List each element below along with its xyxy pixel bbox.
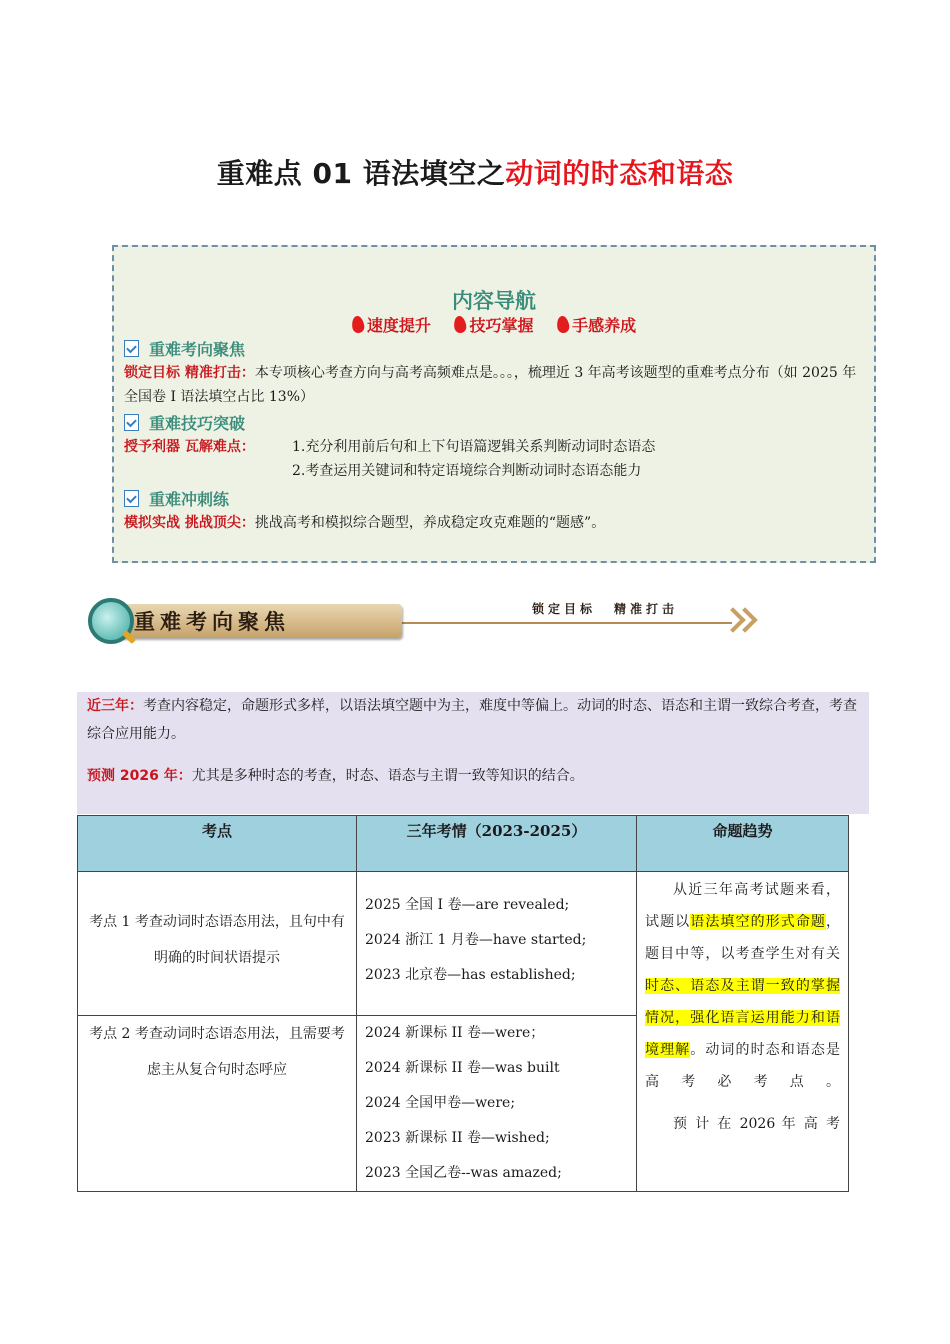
skill-item: 1.充分利用前后句和上下句语篇逻辑关系判断动词时态语态 [292,439,656,455]
banner-rule [402,622,732,624]
skill-item: 2.考查运用关键词和特定语境综合判断动词时态语态能力 [292,463,642,479]
header-exams: 三年考情（2023-2025） [357,816,637,872]
nav-tag-skill: 技巧掌握 [454,316,533,335]
recent-years-text: 近三年：考查内容稳定，命题形式多样，以语法填空题中为主，难度中等偏上。动词的时态、语态和主谓一致综合考查，考查综合应用能力。 [87,698,857,742]
section-banner [88,594,758,652]
document-check-icon [124,490,139,507]
section-heading-focus: 重难考向聚焦 [124,337,245,360]
table-row [78,872,849,1016]
prediction-text: 预测 2026 年：尤其是多种时态的考查，时态、语态与主谓一致等知识的结合。 [87,768,584,784]
trend-paragraph: 从近三年高考试题来看，试题以语法填空的形式命题，题目中等，以考查学生对有关时态、语态及主谓一致的掌握情况，强化语言运用能力和语境理解。动词的时态和语态是高考必考点。 [645,882,840,1090]
nav-tags [114,313,874,336]
nav-tag-feel: 手感养成 [557,316,636,335]
document-check-icon [124,414,139,431]
exam-list-1: 2025 全国 I 卷—are revealed; 2024 浙江 1 月卷—have started; 2023 北京卷—has established; [357,872,637,1016]
magnifier-icon [88,598,134,644]
section-heading-skills: 重难技巧突破 [124,411,245,434]
table-header-row [78,816,849,872]
nav-tag-speed: 速度提升 [352,316,431,335]
flame-icon [453,315,467,334]
exam-list-2: 2024 新课标 II 卷—were； 2024 新课标 II 卷—was built 2024 全国甲卷—were; 2023 新课标 II 卷—wished; 2023 全国乙卷--was amazed; [357,1016,637,1192]
page-title [0,152,950,192]
section-label-skills: 授予利器 瓦解难点： [124,439,255,455]
title-prefix: 重难点 01 语法填空之 [216,157,506,190]
content-navigation-box [112,245,876,563]
section-heading-practice: 重难冲刺练 [124,487,229,510]
title-highlight: 动词的时态和语态 [505,157,734,190]
banner-title: 重难考向聚焦 [134,609,290,634]
flame-icon [351,315,365,334]
trend-paragraph: 预 计 在 2026 年 高 考 [673,1116,840,1132]
exam-table [77,815,849,1192]
section-text-practice: 模拟实战 挑战顶尖：挑战高考和模拟综合题型，养成稳定攻克难题的“题感”。 [124,515,606,531]
summary-box [77,692,869,814]
header-trend: 命题趋势 [637,816,849,872]
document-check-icon [124,340,139,357]
banner-subtitle: 锁定目标 精准打击 [532,602,679,616]
trend-cell [637,872,849,1192]
header-point: 考点 [78,816,357,872]
exam-point-1: 考点 1 考查动词时态语态用法，且句中有明确的时间状语提示 [78,872,357,1016]
section-text-focus: 锁定目标 精准打击：本专项核心考查方向与高考高频难点是。。。，梳理近 3 年高考该题型的重难考点分布（如 2025 年全国卷 Ⅰ 语法填空占比 13%） [124,365,857,405]
flame-icon [556,315,570,334]
nav-heading: 内容导航 [452,289,536,313]
exam-point-2: 考点 2 考查动词时态语态用法，且需要考虑主从复合句时态呼应 [78,1016,357,1192]
